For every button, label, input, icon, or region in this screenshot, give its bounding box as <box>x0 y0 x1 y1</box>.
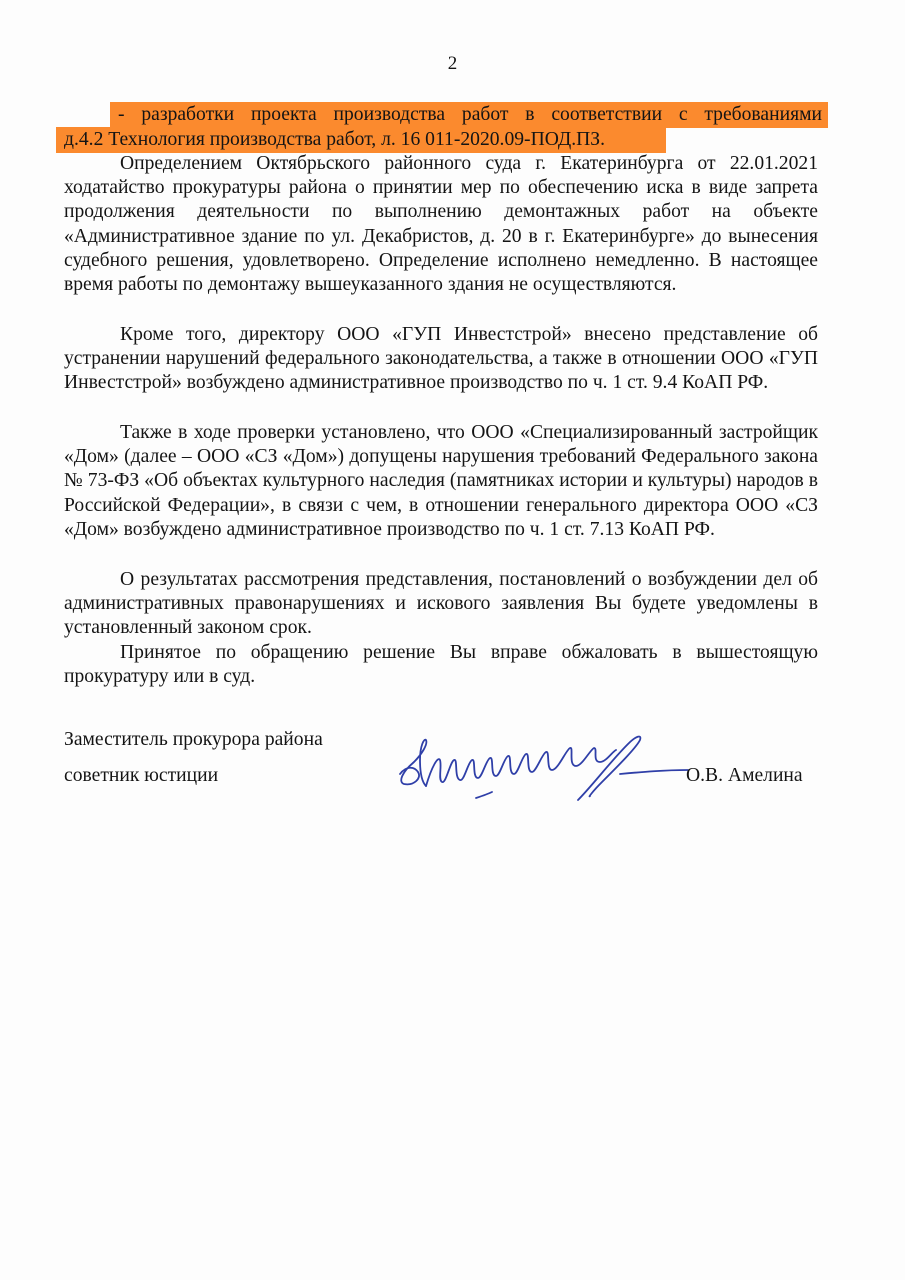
signatory-position: Заместитель прокурора района <box>64 729 323 750</box>
signatory-name: О.В. Амелина <box>686 765 803 786</box>
paragraph-notification: О результатах рассмотрения представления, постановлений о возбуждении дел об административных правонарушениях и искового заявления Вы будете уведомлены в установленный законом срок. <box>64 569 818 639</box>
paragraph-inspection-findings: Также в ходе проверки установлено, что ООО «Специализированный застройщик «Дом» (далее – ООО «СЗ «Дом») допущены нарушения требований Федерального закона № 73-ФЗ «Об объектах культурного наследия (памятниках истории и культуры) народов в Российской Федерации», в связи с чем, в отношении генерального директора ООО «СЗ «Дом» возбуждено административное производство по ч. 1 ст. 7.13 КоАП РФ. <box>64 422 818 540</box>
signatory-rank: советник юстиции <box>64 765 219 786</box>
handwritten-signature <box>392 726 692 816</box>
paragraph-appeal-right: Принятое по обращению решение Вы вправе обжаловать в вышестоящую прокуратуру или в суд. <box>64 642 818 688</box>
paragraph-representation: Кроме того, директору ООО «ГУП Инвестстрой» внесено представление об устранении нарушений федерального законодательства, а также в отношении ООО «ГУП Инвестстрой» возбуждено административное производство по ч. 1 ст. 9.4 КоАП РФ. <box>64 324 818 394</box>
highlighted-line-1: - разработки проекта производства работ в соответствии с требованиями <box>110 102 828 128</box>
paragraph-court-ruling: Определением Октябрьского районного суда г. Екатеринбурга от 22.01.2021 ходатайство прокуратуры района о принятии мер по обеспечению иска в виде запрета продолжения деятельности по выполнению демонтажных работ на объекте «Административное здание по ул. Декабристов, д. 20 в г. Екатеринбурге» до вынесения судебного решения, удовлетворено. Определение исполнено немедленно. В настоящее время работы по демонтажу вышеуказанного здания не осуществляются. <box>64 153 818 296</box>
highlighted-line-2: д.4.2 Технология производства работ, л. 16 011-2020.09-ПОД.ПЗ. <box>56 127 666 153</box>
page-number: 2 <box>447 53 458 74</box>
